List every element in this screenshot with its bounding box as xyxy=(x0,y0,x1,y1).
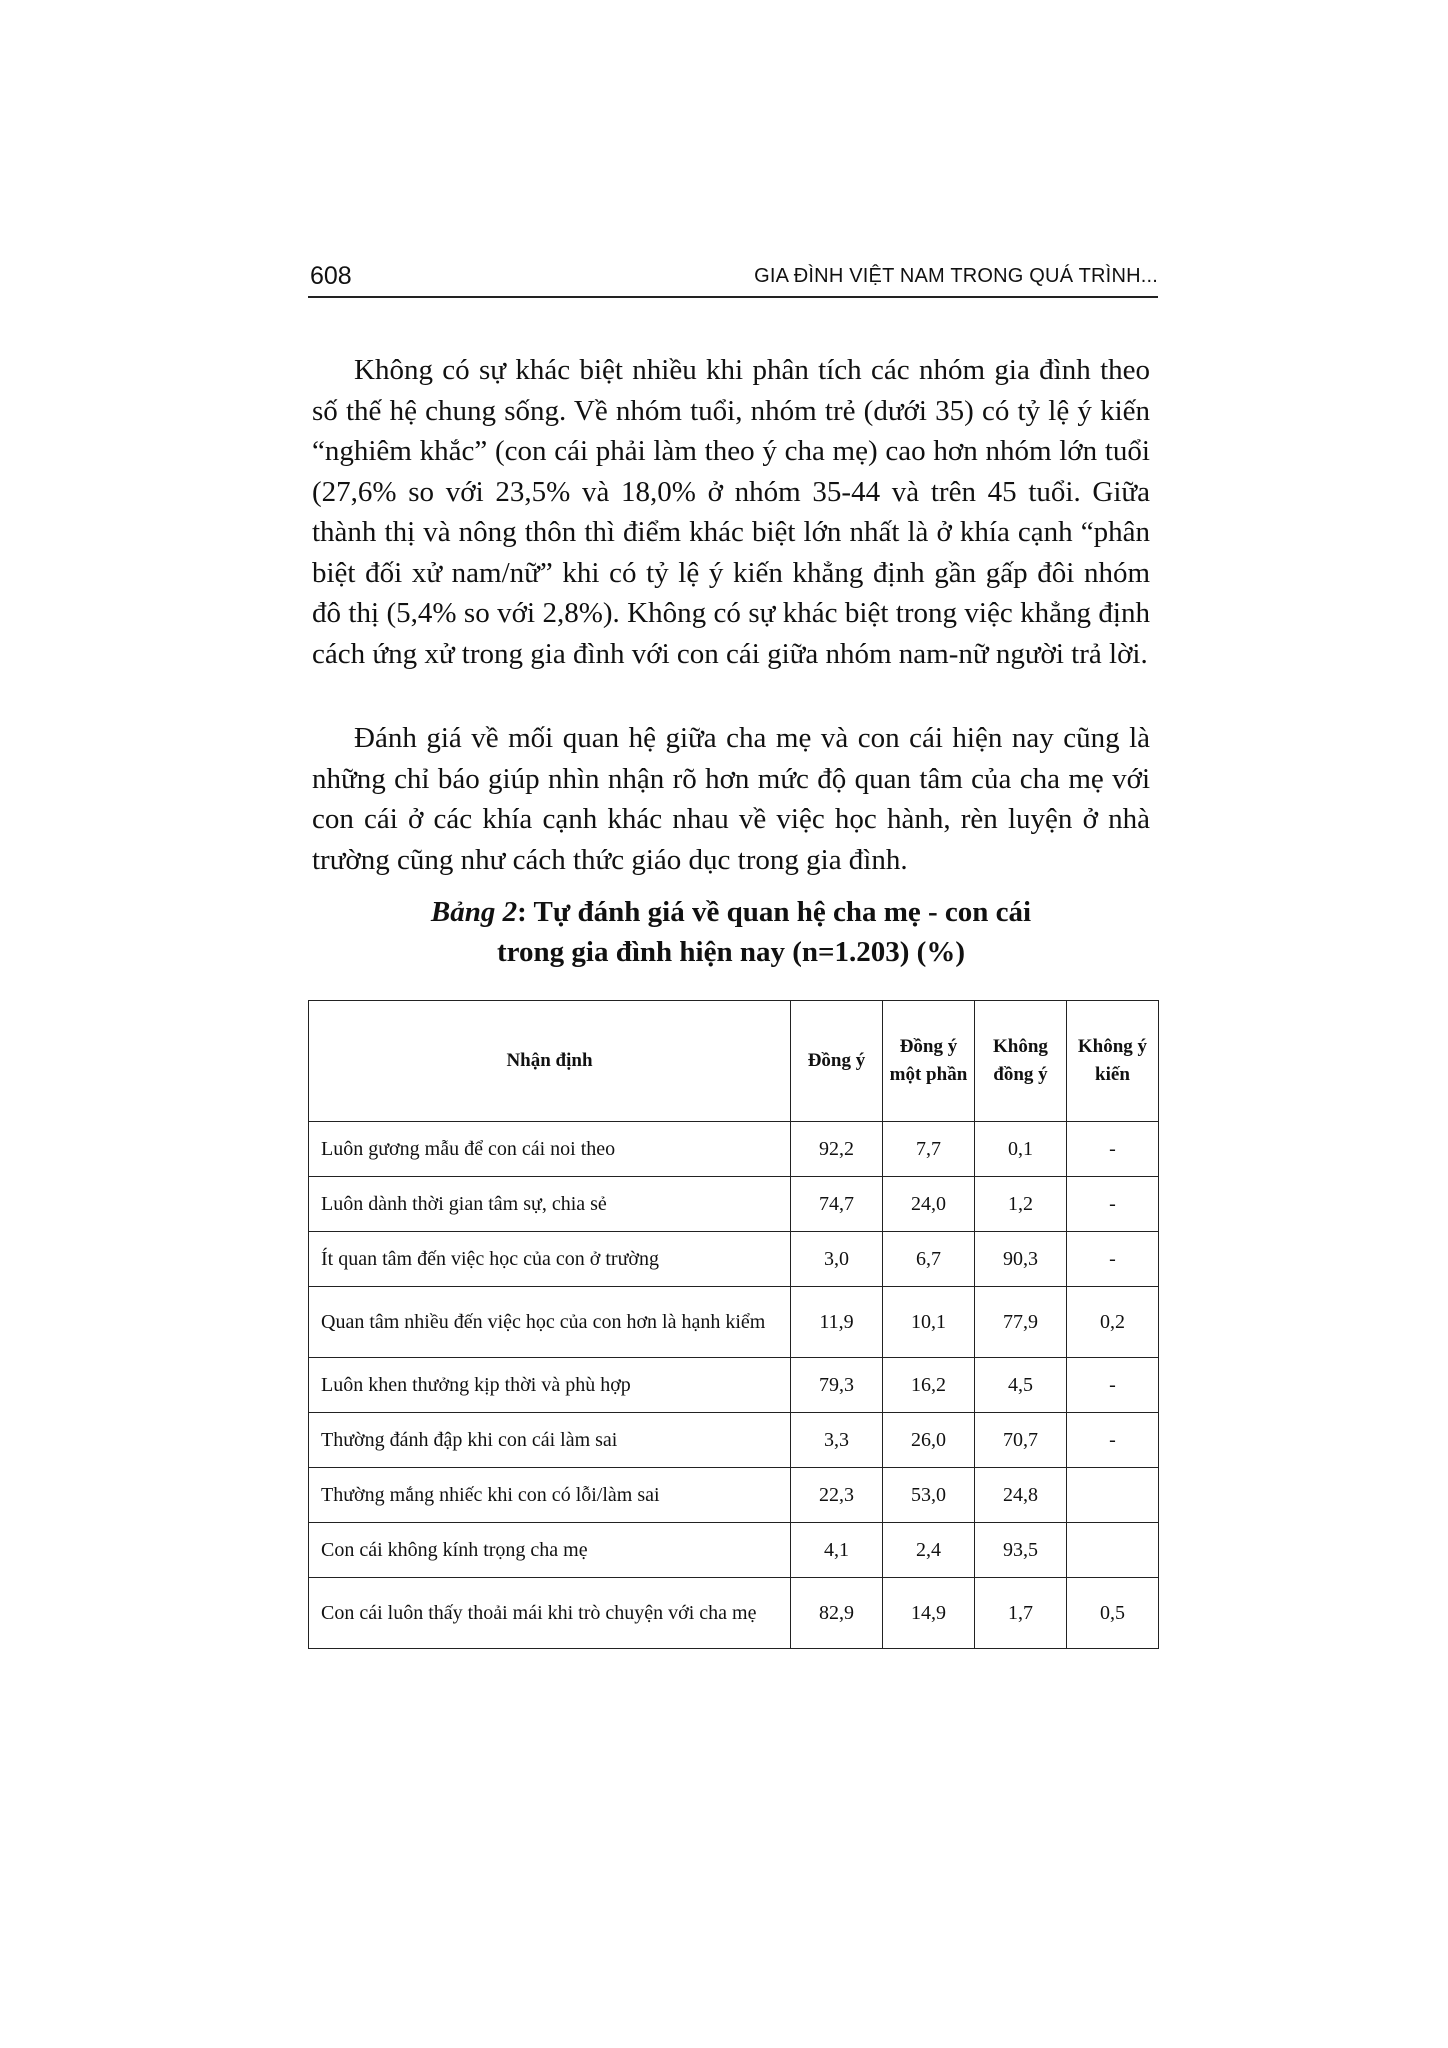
cell-disagree: 93,5 xyxy=(974,1523,1066,1578)
cell-disagree: 24,8 xyxy=(974,1468,1066,1523)
cell-disagree: 1,2 xyxy=(974,1177,1066,1232)
cell-no-opinion: - xyxy=(1066,1232,1158,1287)
cell-partially-agree: 14,9 xyxy=(882,1578,974,1649)
cell-partially-agree: 6,7 xyxy=(882,1232,974,1287)
cell-statement: Thường mắng nhiếc khi con có lỗi/làm sai xyxy=(309,1468,791,1523)
cell-agree: 82,9 xyxy=(790,1578,882,1649)
table-caption xyxy=(312,892,1150,972)
cell-partially-agree: 10,1 xyxy=(882,1287,974,1358)
cell-statement: Luôn khen thưởng kịp thời và phù hợp xyxy=(309,1358,791,1413)
table-row xyxy=(309,1468,1159,1523)
cell-agree: 92,2 xyxy=(790,1122,882,1177)
table-row xyxy=(309,1177,1159,1232)
table-caption-title-part1: : Tự đánh giá về quan hệ cha mẹ - con cái xyxy=(517,896,1032,928)
table-caption-label: Bảng 2 xyxy=(430,896,518,928)
paragraph-2: Đánh giá về mối quan hệ giữa cha mẹ và con cái hiện nay cũng là những chỉ báo giúp nhìn nhận rõ hơn mức độ quan tâm của cha mẹ với con cái ở các khía cạnh khác nhau về việc học hành, rèn luyện ở nhà trường cũng như cách thức giáo dục trong gia đình. xyxy=(312,722,1150,876)
header-statement: Nhận định xyxy=(309,1001,791,1122)
page-number: 608 xyxy=(310,262,352,290)
table-row xyxy=(309,1578,1159,1649)
running-title: GIA ĐÌNH VIỆT NAM TRONG QUÁ TRÌNH... xyxy=(754,265,1158,287)
cell-no-opinion: 0,5 xyxy=(1066,1578,1158,1649)
cell-partially-agree: 16,2 xyxy=(882,1358,974,1413)
assessment-table xyxy=(308,1000,1159,1649)
cell-statement: Ít quan tâm đến việc học của con ở trường xyxy=(309,1232,791,1287)
cell-agree: 11,9 xyxy=(790,1287,882,1358)
cell-disagree: 4,5 xyxy=(974,1358,1066,1413)
table-row xyxy=(309,1523,1159,1578)
cell-disagree: 0,1 xyxy=(974,1122,1066,1177)
cell-statement: Luôn dành thời gian tâm sự, chia sẻ xyxy=(309,1177,791,1232)
cell-no-opinion: - xyxy=(1066,1358,1158,1413)
table-row xyxy=(309,1358,1159,1413)
cell-statement: Con cái không kính trọng cha mẹ xyxy=(309,1523,791,1578)
cell-partially-agree: 7,7 xyxy=(882,1122,974,1177)
cell-disagree: 77,9 xyxy=(974,1287,1066,1358)
cell-statement: Thường đánh đập khi con cái làm sai xyxy=(309,1413,791,1468)
table-header-row xyxy=(309,1001,1159,1122)
cell-disagree: 70,7 xyxy=(974,1413,1066,1468)
page-header xyxy=(308,262,1158,298)
cell-no-opinion: - xyxy=(1066,1413,1158,1468)
table-row xyxy=(309,1122,1159,1177)
cell-agree: 3,0 xyxy=(790,1232,882,1287)
cell-partially-agree: 24,0 xyxy=(882,1177,974,1232)
cell-partially-agree: 2,4 xyxy=(882,1523,974,1578)
header-no-opinion: Không ý kiến xyxy=(1066,1001,1158,1122)
cell-no-opinion: 0,2 xyxy=(1066,1287,1158,1358)
cell-no-opinion xyxy=(1066,1468,1158,1523)
table-row xyxy=(309,1232,1159,1287)
cell-no-opinion: - xyxy=(1066,1122,1158,1177)
table-caption-title-part2: trong gia đình hiện nay (n=1.203) (%) xyxy=(497,936,965,968)
cell-agree: 22,3 xyxy=(790,1468,882,1523)
cell-agree: 74,7 xyxy=(790,1177,882,1232)
header-disagree: Không đồng ý xyxy=(974,1001,1066,1122)
cell-no-opinion: - xyxy=(1066,1177,1158,1232)
paragraph-1: Không có sự khác biệt nhiều khi phân tích các nhóm gia đình theo số thế hệ chung sống. Về nhóm tuổi, nhóm trẻ (dưới 35) có tỷ lệ ý kiến “nghiêm khắc” (con cái phải làm theo ý cha mẹ) cao hơn nhóm lớn tuổi (27,6% so với 23,5% và 18,0% ở nhóm 35-44 và trên 45 tuổi. Giữa thành thị và nông thôn thì điểm khác biệt lớn nhất là ở khía cạnh “phân biệt đối xử nam/nữ” khi có tỷ lệ ý kiến khẳng định gần gấp đôi nhóm đô thị (5,4% so với 2,8%). Không có sự khác biệt trong việc khẳng định cách ứng xử trong gia đình với con cái giữa nhóm nam-nữ người trả lời. xyxy=(312,354,1150,670)
cell-disagree: 90,3 xyxy=(974,1232,1066,1287)
header-agree: Đồng ý xyxy=(790,1001,882,1122)
cell-agree: 79,3 xyxy=(790,1358,882,1413)
cell-statement: Luôn gương mẫu để con cái noi theo xyxy=(309,1122,791,1177)
cell-partially-agree: 53,0 xyxy=(882,1468,974,1523)
header-partially-agree: Đồng ý một phần xyxy=(882,1001,974,1122)
cell-agree: 4,1 xyxy=(790,1523,882,1578)
cell-partially-agree: 26,0 xyxy=(882,1413,974,1468)
cell-statement: Con cái luôn thấy thoải mái khi trò chuyện với cha mẹ xyxy=(309,1578,791,1649)
table-row xyxy=(309,1413,1159,1468)
cell-statement: Quan tâm nhiều đến việc học của con hơn là hạnh kiểm xyxy=(309,1287,791,1358)
table-row xyxy=(309,1287,1159,1358)
cell-no-opinion xyxy=(1066,1523,1158,1578)
cell-disagree: 1,7 xyxy=(974,1578,1066,1649)
cell-agree: 3,3 xyxy=(790,1413,882,1468)
